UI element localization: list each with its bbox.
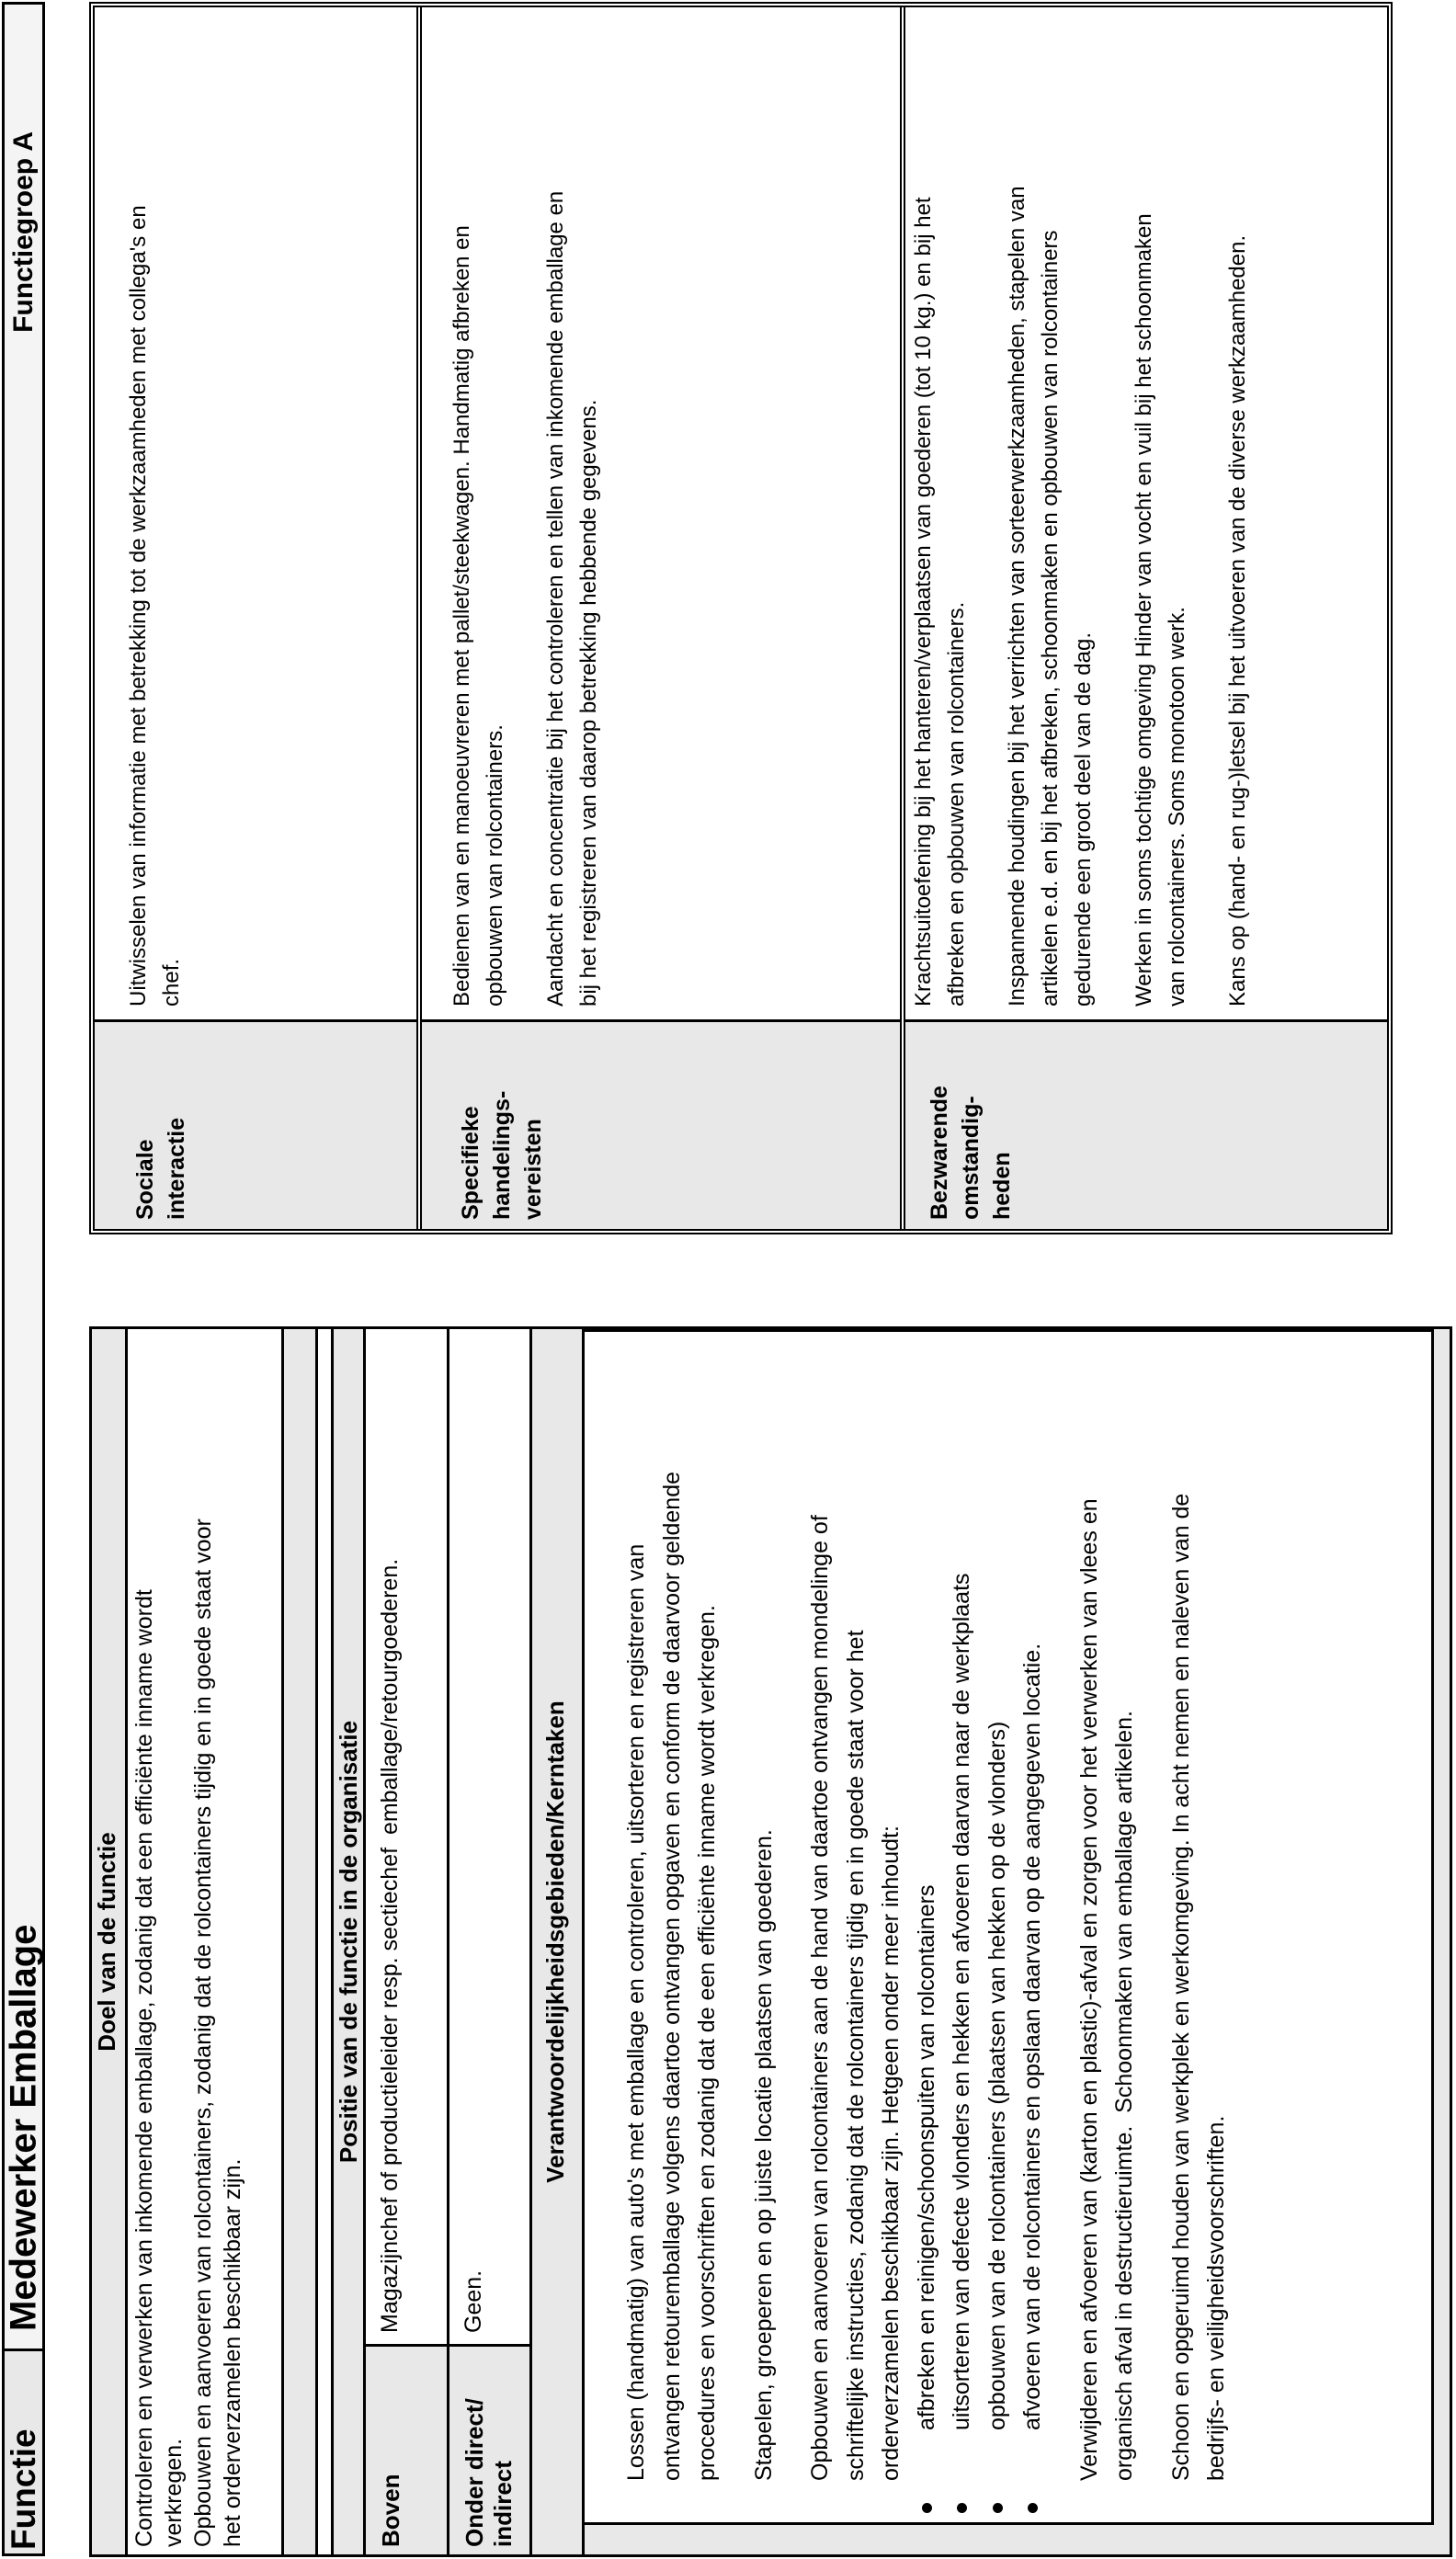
bullet-text: afbreken en reinigen/schoonspuiten van rolcontainers xyxy=(913,1884,939,2430)
row-bezwarende-omstandigheden xyxy=(900,7,1387,1229)
positie-label: Onder direct/ indirect xyxy=(449,2344,529,2554)
spacer-row xyxy=(315,1329,331,2554)
header-bar xyxy=(2,2,45,2556)
task-bullet-list xyxy=(909,1332,1051,2522)
bullet-item xyxy=(1015,1332,1051,2522)
positie-label: Boven xyxy=(366,2344,447,2554)
row-value xyxy=(95,7,416,1019)
task-paragraph: Lossen (handmatig) van auto's met emballage en controleren, uitsorteren en registreren van ontvangen retouremballage volgens daartoe ontvangen opgaven en conform de daarvoor geldende procedures en voorschriften en zodanig dat de een efficiënte inname wordt verkregen. xyxy=(623,1471,720,2481)
bullet-item xyxy=(909,1332,945,2522)
row-paragraph: Inspannende houdingen bij het verrichten van sorteerwerkzaamheden, stapelen van artikelen e.d. en bij het afbreken, schoonmaken en opbouwen van rolcontainers gedurende een groot deel van de dag. xyxy=(1005,186,1096,1007)
bullet-icon xyxy=(993,2503,1003,2513)
job-title: Medewerker Emballage xyxy=(3,1924,43,2331)
header-label: Functie xyxy=(4,2428,42,2550)
row-paragraph: Krachtsuitoefening bij het hanteren/verplaatsen van goederen (tot 10 kg.) en bij het afbreken en opbouwen van rolcontainers. xyxy=(911,197,969,1007)
bullet-icon xyxy=(922,2503,932,2513)
verantwoordelijkheden-cell xyxy=(582,1329,1450,2554)
row-paragraph: Kans op (hand- en rug-)letsel bij het uitvoeren van de diverse werkzaamheden. xyxy=(1225,234,1250,1007)
row-label: Specifieke handelings- vereisten xyxy=(422,1019,900,1229)
positie-value: Magazijnchef of productieleider resp. sectiechef emballage/retourgoederen. xyxy=(377,1558,403,2333)
row-paragraph: Aandacht en concentratie bij het controleren en tellen van inkomende emballage en bij het registreren van daarop betrekking hebbende gegevens. xyxy=(543,190,601,1007)
bullet-item xyxy=(944,1332,980,2522)
row-sociale-interactie xyxy=(95,7,416,1229)
row-label: Sociale interactie xyxy=(95,1019,416,1229)
left-table xyxy=(89,1326,1452,2557)
bullet-text: opbouwen van de rolcontainers (plaatsen van hekken op de vlonders) xyxy=(984,1721,1010,2430)
bullet-item xyxy=(980,1332,1016,2522)
bullet-icon xyxy=(1028,2503,1038,2513)
verantwoordelijkheden-content xyxy=(585,1329,1434,2525)
positie-value: Geen. xyxy=(461,2269,486,2333)
task-paragraph: Verwijderen en afvoeren van (karton en plastic)-afval en zorgen voor het verwerken van vlees en organisch afval in destructieruimte. Schoonmaken van emballage artikelen. xyxy=(1075,1498,1137,2481)
task-paragraph: Stapelen, groeperen en op juiste locatie plaatsen van goederen. xyxy=(750,1829,777,2481)
row-specifieke-handelingsvereisten xyxy=(416,7,900,1229)
row-paragraph: Uitwisselen van informatie met betrekking tot de werkzaamheden met collega's en chef. xyxy=(126,205,184,1007)
positie-row-boven xyxy=(363,1329,447,2554)
positie-row-onder xyxy=(447,1329,529,2554)
right-table xyxy=(89,2,1393,1234)
header-label-cell xyxy=(5,2349,42,2553)
row-label: Bezwarende omstandig- heden xyxy=(905,1019,1387,1229)
spacer-row xyxy=(281,1329,315,2554)
task-paragraph: Schoon en opgeruimd houden van werkplek en werkomgeving. In acht nemen en naleven van de bedrijfs- en veiligheidsvoorschriften. xyxy=(1167,1493,1229,2481)
row-paragraph: Werken in soms tochtige omgeving Hinder van vocht en vuil bij het schoonmaken van rolcontainers. Soms monotoon werk. xyxy=(1132,213,1189,1007)
bullet-text: uitsorteren van defecte vlonders en hekken en afvoeren daarvan naar de werkplaats xyxy=(949,1573,974,2430)
verantwoordelijkheden-heading: Verantwoordelijkheidsgebieden/Kerntaken xyxy=(529,1329,582,2554)
bullet-text: afvoeren van de rolcontainers en opslaan daarvan op de aangegeven locatie. xyxy=(1019,1643,1045,2430)
bullet-icon xyxy=(957,2503,967,2513)
positie-heading: Positie van de functie in de organisatie xyxy=(331,1329,363,2554)
doel-text: Controleren en verwerken van inkomende emballage, zodanig dat een efficiënte inname wordt verkregen. Opbouwen en aanvoeren van rolcontainers, zodanig dat de rolcontainers tijdig en in goede staat voor het orderverzamelen beschikbaar zijn. xyxy=(125,1329,281,2554)
row-paragraph: Bedienen van en manoeuvreren met pallet/steekwagen. Handmatig afbreken en opbouwen van rolcontainers. xyxy=(449,225,507,1007)
task-paragraph: Opbouwen en aanvoeren van rolcontainers aan de hand van daartoe ontvangen mondelinge of schriftelijke instructies, zodanig dat de rolcontainers tijdig en in goede staat voor het orderverzamelen beschikbaar zijn. Hetgeen onder meer inhoudt: xyxy=(807,1515,904,2481)
row-value xyxy=(905,7,1387,1019)
row-value xyxy=(422,7,900,1019)
job-group: Functiegroep A xyxy=(7,131,39,333)
doel-heading: Doel van de functie xyxy=(92,1329,125,2554)
